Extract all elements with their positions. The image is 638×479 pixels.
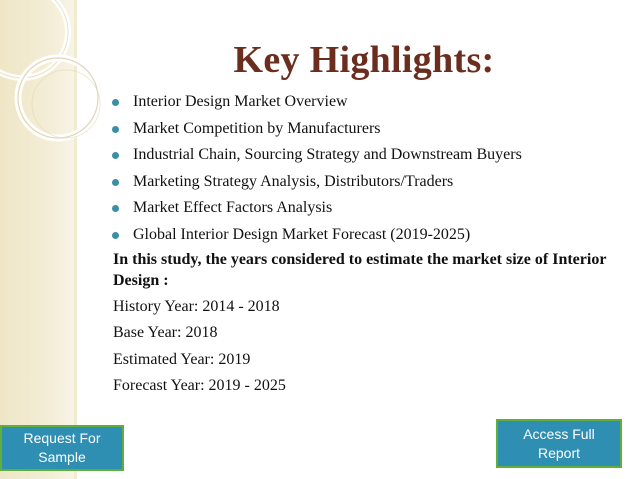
list-item: Market Effect Factors Analysis (112, 195, 522, 222)
list-item: Global Interior Design Market Forecast (2019-2025) (112, 222, 522, 249)
list-item: Industrial Chain, Sourcing Strategy and Downstream Buyers (112, 142, 522, 169)
forecast-year: Forecast Year: 2019 - 2025 (113, 377, 286, 394)
bullet-dot-icon (112, 205, 119, 212)
request-sample-label: Request For Sample (23, 430, 101, 465)
history-year: History Year: 2014 - 2018 (113, 298, 280, 315)
highlights-list (112, 89, 522, 248)
list-item: Interior Design Market Overview (112, 89, 522, 116)
list-item: Market Competition by Manufacturers (112, 116, 522, 143)
base-year: Base Year: 2018 (113, 324, 218, 341)
estimated-year: Estimated Year: 2019 (113, 351, 251, 368)
bullet-dot-icon (112, 99, 119, 106)
access-report-label: Access Full Report (523, 425, 595, 461)
bullet-dot-icon (112, 179, 119, 186)
request-sample-button[interactable] (0, 425, 124, 471)
list-item: Marketing Strategy Analysis, Distributors/Traders (112, 169, 522, 196)
access-full-report-button[interactable] (496, 419, 622, 468)
slide-title: Key Highlights: (233, 39, 495, 81)
bullet-dot-icon (112, 152, 119, 159)
study-statement: In this study, the years considered to estimate the market size of Interior Design : (113, 251, 607, 289)
bullet-dot-icon (112, 126, 119, 133)
bullet-dot-icon (112, 232, 119, 239)
